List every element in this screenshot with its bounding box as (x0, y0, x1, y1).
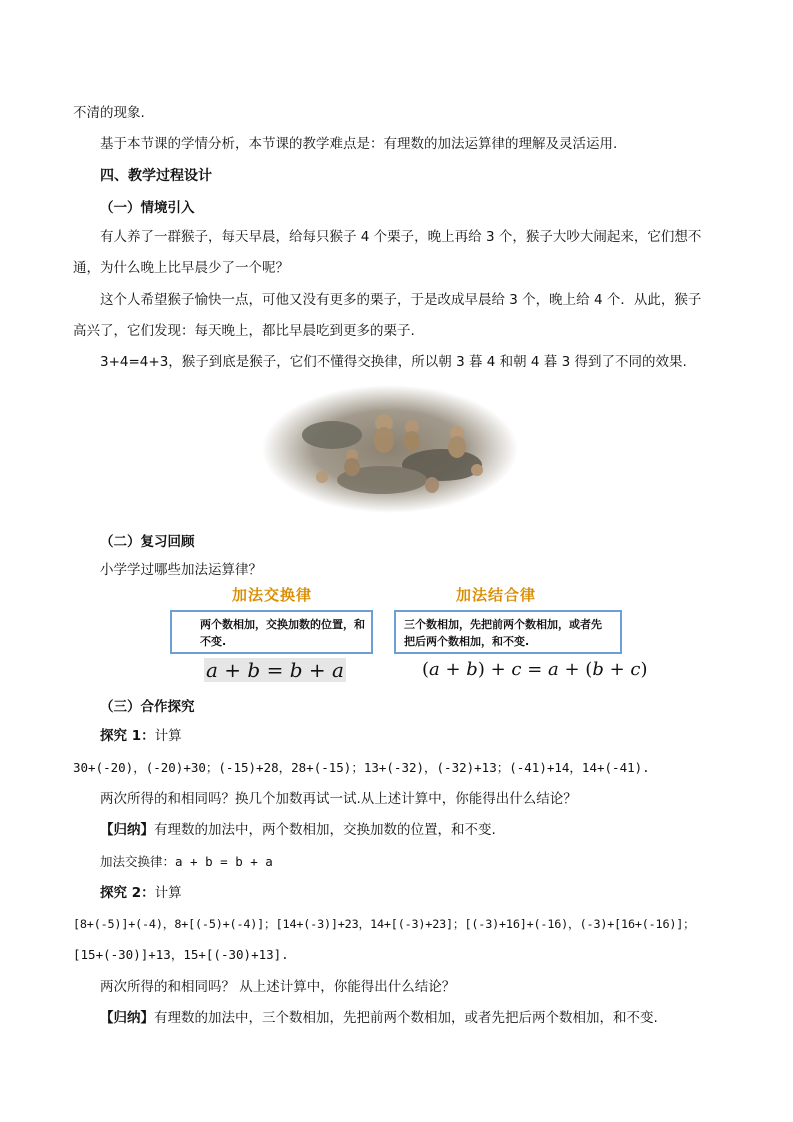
explore-1-calculations: 30+(-20)，(-20)+30；(-15)+28，28+(-15)；13+(-32)，(-32)+13；(-41)+14，14+(-41). (73, 760, 650, 775)
commutative-formula: a + b = b + a (206, 658, 344, 682)
text-continuation: 不清的现象. (73, 105, 145, 121)
explore-2-question: 两次所得的和相同吗？ 从上述计算中，你能得出什么结论？ (100, 979, 456, 995)
summary-2 (100, 1009, 658, 1027)
story-paragraph-1b: 通，为什么晚上比早晨少了一个呢？ (73, 260, 289, 276)
subsection-heading-intro: （一）情境引入 (100, 200, 195, 216)
explore-2-calculations-a: [8+(-5)]+(-4)，8+[(-5)+(-4)]；[14+(-3)]+23，14+[(-3)+23]；[(-3)+16]+(-16)，(-3)+[16+(-16)]； (73, 917, 695, 931)
summary-2-text: 有理数的加法中，三个数相加，先把前两个数相加，或者先把后两个数相加，和不变. (154, 1010, 658, 1026)
explore-2-heading (100, 884, 182, 902)
story-paragraph-2a: 这个人希望猴子愉快一点，可他又没有更多的栗子，于是改成早晨给 3 个，晚上给 4 个．从此，猴子 (100, 292, 702, 308)
difficulty-paragraph: 基于本节课的学情分析，本节课的教学难点是：有理数的加法运算律的理解及灵活运用. (100, 136, 618, 152)
commutative-law-title: 加法交换律 (232, 586, 313, 604)
story-paragraph-2b: 高兴了，它们发现：每天晚上，都比早晨吃到更多的栗子. (73, 323, 415, 339)
explore-2-text: 计算 (154, 885, 182, 901)
associative-formula: (a + b) + c = a + (b + c) (422, 659, 648, 680)
explore-1-heading (100, 727, 182, 745)
commutative-law-box: 两个数相加，交换加数的位置，和不变. (170, 610, 373, 654)
review-question: 小学学过哪些加法运算律？ (100, 562, 262, 578)
monkeys-photo (262, 385, 518, 513)
explore-1-text: 计算 (154, 728, 182, 744)
story-paragraph-3: 3+4=4+3，猴子到底是猴子，它们不懂得交换律，所以朝 3 暮 4 和朝 4 暮 3 得到了不同的效果. (100, 354, 687, 370)
story-paragraph-1a: 有人养了一群猴子，每天早晨，给每只猴子 4 个栗子，晚上再给 3 个，猴子大吵大闹起来，它们想不 (100, 229, 702, 245)
subsection-heading-review: （二）复习回顾 (100, 534, 195, 550)
summary-1-label: 【归纳】 (100, 822, 154, 838)
subsection-heading-explore: （三）合作探究 (100, 699, 195, 715)
explore-1-question: 两次所得的和相同吗？换几个加数再试一试.从上述计算中，你能得出什么结论？ (100, 791, 577, 807)
associative-law-box: 三个数相加，先把前两个数相加，或者先把后两个数相加，和不变. (394, 610, 622, 654)
summary-1-text: 有理数的加法中，两个数相加，交换加数的位置，和不变. (154, 822, 496, 838)
explore-2-label: 探究 2： (100, 885, 155, 901)
explore-2-calculations-b: [15+(-30)]+13，15+[(-30)+13]. (73, 947, 289, 962)
section-heading: 四、教学过程设计 (100, 168, 212, 184)
commutative-law-statement: 加法交换律：a + b = b + a (100, 854, 273, 869)
associative-law-title: 加法结合律 (456, 586, 537, 604)
summary-1 (100, 821, 496, 839)
explore-1-label: 探究 1： (100, 728, 155, 744)
summary-2-label: 【归纳】 (100, 1010, 154, 1026)
